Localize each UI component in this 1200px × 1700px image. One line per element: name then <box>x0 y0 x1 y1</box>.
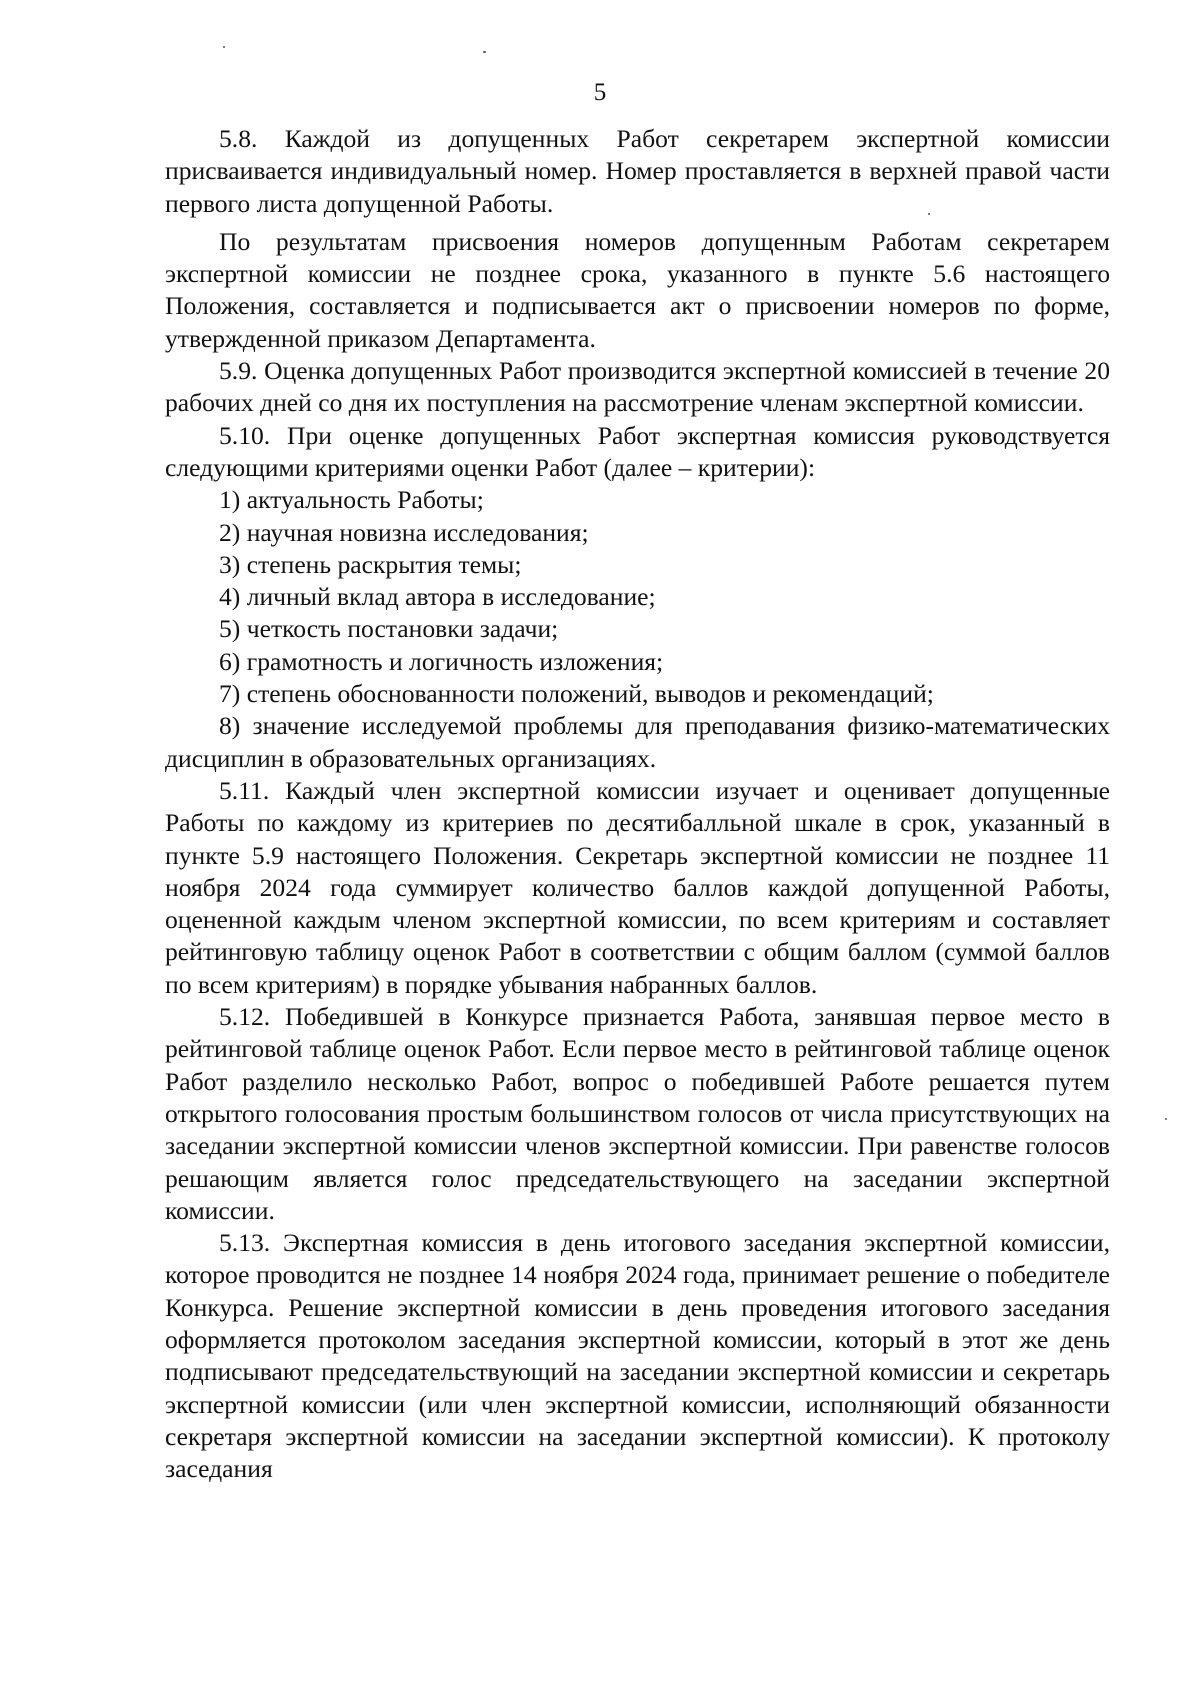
page-number: 5 <box>593 79 607 106</box>
paragraph-numbering-act: По результатам присвоения номеров допущенным Работам секретарем экспертной комиссии не позднее срока, указанного в пункте 5.6 настоящего Положения, составляется и подписывается акт о присвоении номеров по форме, утвержденной приказом Департамента. <box>165 226 1110 353</box>
criteria-item-1: 1) актуальность Работы; <box>219 485 484 515</box>
paragraph-5-10: 5.10. При оценке допущенных Работ экспертная комиссия руководствуется следующими критериями оценки Работ (далее – критерии): <box>165 420 1110 482</box>
criteria-item-3: 3) степень раскрытия темы; <box>219 549 522 579</box>
paragraph-5-11: 5.11. Каждый член экспертной комиссии изучает и оценивает допущенные Работы по каждому из критериев по десятибалльной шкале в срок, указанный в пункте 5.9 настоящего Положения. Секретарь экспертной комиссии не позднее 11 ноября 2024 года суммирует количество баллов каждой допущенной Работы, оцененной каждым членом экспертной комиссии, по всем критериям и составляет рейтинговую таблицу оценок Работ в соответствии с общим баллом (суммой баллов по всем критериям) в порядке убывания набранных баллов. <box>165 775 1110 999</box>
criteria-item-7: 7) степень обоснованности положений, выводов и рекомендаций; <box>219 679 934 709</box>
criteria-item-2: 2) научная новизна исследования; <box>219 517 589 547</box>
criteria-item-6: 6) грамотность и логичность изложения; <box>219 646 664 676</box>
scan-speck <box>483 51 486 53</box>
paragraph-5-9: 5.9. Оценка допущенных Работ производится экспертной комиссией в течение 20 рабочих дней со дня их поступления на рассмотрение членам экспертной комиссии. <box>165 356 1110 418</box>
paragraph-5-13: 5.13. Экспертная комиссия в день итогового заседания экспертной комиссии, которое проводится не позднее 14 ноября 2024 года, принимает решение о победителе Конкурса. Решение экспертной комиссии в день проведения итогового заседания оформляется протоколом заседания экспертной комиссии, который в этот же день подписывают председательствующий на заседании экспертной комиссии и секретарь экспертной комиссии (или член экспертной комиссии, исполняющий обязанности секретаря экспертной комиссии на заседании экспертной комиссии). К протоколу заседания <box>165 1228 1110 1484</box>
criteria-item-8: 8) значение исследуемой проблемы для преподавания физико-математических дисциплин в образовательных организациях. <box>165 711 1110 773</box>
scan-speck <box>1165 1118 1167 1120</box>
scan-speck <box>223 46 225 48</box>
paragraph-5-8: 5.8. Каждой из допущенных Работ секретарем экспертной комиссии присваивается индивидуальный номер. Номер проставляется в верхней правой части первого листа допущенной Работы. <box>165 124 1110 218</box>
paragraph-5-12: 5.12. Победившей в Конкурсе признается Работа, занявшая первое место в рейтинговой таблице оценок Работ. Если первое место в рейтинговой таблице оценок Работ разделило несколько Работ, вопрос о победившей Работе решается путем открытого голосования простым большинством голосов от числа присутствующих на заседании экспертной комиссии членов экспертной комиссии. При равенстве голосов решающим является голос председательствующего на заседании экспертной комиссии. <box>165 1002 1110 1225</box>
criteria-item-5: 5) четкость постановки задачи; <box>219 614 559 644</box>
criteria-item-4: 4) личный вклад автора в исследование; <box>219 582 656 612</box>
document-body <box>165 123 1110 1485</box>
